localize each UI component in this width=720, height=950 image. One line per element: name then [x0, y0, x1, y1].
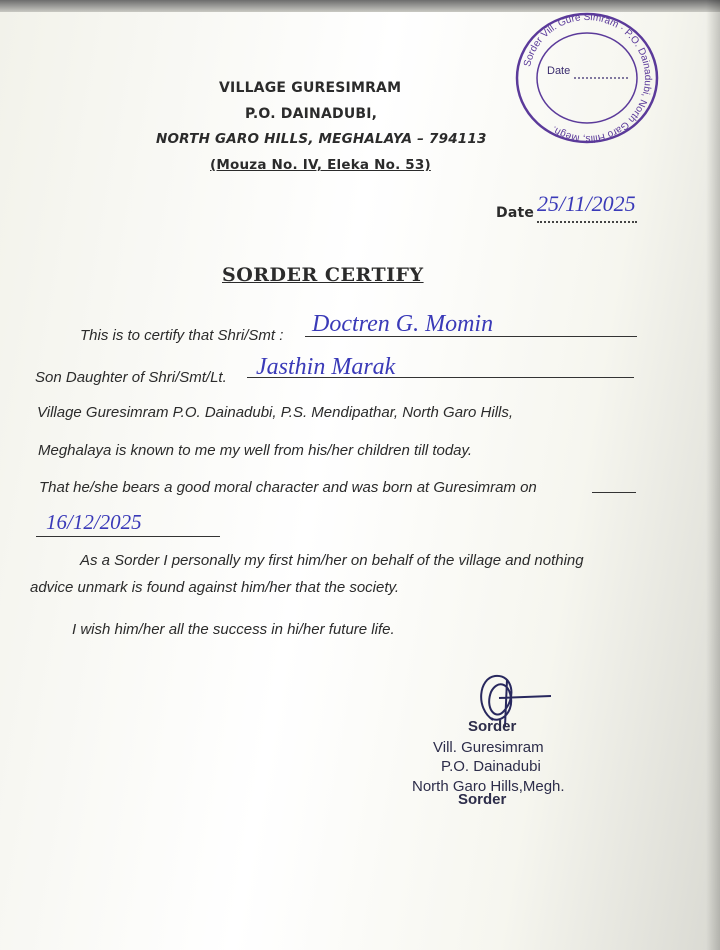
header-po: P.O. DAINADUBI,: [245, 106, 378, 122]
certify-prefix: This is to certify that Shri/Smt :: [80, 327, 284, 344]
sign-title-2: Sorder: [458, 791, 507, 808]
sign-district: North Garo Hills,Megh.: [412, 778, 565, 795]
birth-blank-line: [592, 492, 636, 493]
parent-prefix: Son Daughter of Shri/Smt/Lt.: [35, 369, 227, 386]
seal-date-label: Date: [547, 65, 571, 77]
person-name-line: [305, 336, 637, 337]
date-dotline: [537, 221, 637, 223]
character-line: That he/she bears a good moral character and was born at Guresimram on: [39, 479, 537, 496]
sorder-statement-2: advice unmark is found against him/her that the society.: [30, 579, 400, 596]
birth-date: 16/12/2025: [46, 510, 142, 534]
header-village: VILLAGE GURESIMRAM: [219, 80, 402, 96]
birth-date-line: [36, 536, 220, 537]
header-mouza: (Mouza No. IV, Eleka No. 53): [210, 157, 431, 173]
paper-right-shadow: [706, 0, 720, 950]
known-line: Meghalaya is known to me my well from his/her children till today.: [38, 442, 473, 459]
sign-po: P.O. Dainadubi: [441, 758, 541, 775]
sign-title: Sorder: [468, 718, 517, 735]
parent-name: Jasthin Marak: [256, 354, 396, 380]
parent-name-line: [247, 377, 634, 378]
wish-line: I wish him/her all the success in hi/her future life.: [72, 621, 395, 638]
sorder-statement-1: As a Sorder I personally my first him/her on behalf of the village and nothing: [80, 552, 584, 569]
certificate-title: SORDER CERTIFY: [222, 264, 424, 286]
round-seal-stamp: [512, 8, 662, 148]
date-value: 25/11/2025: [537, 191, 636, 216]
sign-village: Vill. Guresimram: [433, 739, 544, 756]
date-label: Date: [496, 205, 535, 221]
seal-ring-text: Sorder Vill. Gure Simram · P.O. Dainadubi, North Garo Hills, Megh.: [522, 11, 654, 145]
person-name: Doctren G. Momin: [312, 311, 494, 337]
address-line: Village Guresimram P.O. Dainadubi, P.S. Mendipathar, North Garo Hills,: [37, 404, 514, 421]
header-district: NORTH GARO HILLS, MEGHALAYA – 794113: [156, 131, 487, 147]
